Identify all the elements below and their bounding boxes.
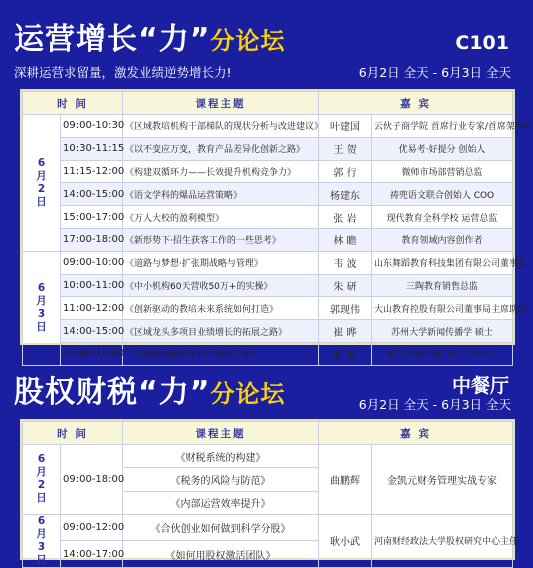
forum2-speaker: 曲鹏辉 xyxy=(319,445,372,515)
forum1-session-time: 10:00-11:00 xyxy=(61,274,123,297)
forum1-day-label: 6 月 2 日 xyxy=(23,115,61,252)
forum1-session-row xyxy=(23,297,513,320)
forum2-speaker: 耿小武 xyxy=(319,514,372,567)
forum1-session-speaker: 张 旭 xyxy=(319,342,372,365)
forum1-session-time: 15:00-17:00 xyxy=(61,206,123,229)
forum1-session-topic: 《万人大校的盈利模型》 xyxy=(123,206,319,229)
forum2-dates: 6月2日 全天 - 6月3日 全天 xyxy=(358,397,511,412)
forum1-session-time: 14:00-15:00 xyxy=(61,183,123,206)
forum1-session-topic: 《构建双循环力——长效提升机构竞争力》 xyxy=(123,160,319,183)
forum1-dates: 6月2日 全天 - 6月3日 全天 xyxy=(358,65,511,80)
forum2-schedule-table xyxy=(20,419,519,566)
forum1-session-speaker-title: 云伙子商学院 首席行业专家/首席架构师 xyxy=(372,115,513,138)
forum1-title-accent: 分论坛 xyxy=(210,27,286,55)
forum1-subtitle: 深耕运营求留量，激发业绩逆势增长力! xyxy=(14,65,232,80)
forum1-session-speaker-title: 苏州大学新闻传播学 硕士 xyxy=(372,320,513,343)
forum1-session-topic: 《培训机构精细化管理落地实操》 xyxy=(123,342,319,365)
forum1-session-speaker: 叶建国 xyxy=(319,115,372,138)
forum2-day-label: 6 月 3 日 xyxy=(23,514,61,567)
forum1-session-topic: 《新形势下·招生获客工作的一些思考》 xyxy=(123,228,319,251)
forum1-session-row xyxy=(23,251,513,274)
forum1-schedule-table xyxy=(20,89,533,362)
forum1-header-speaker: 嘉 宾 xyxy=(319,92,513,115)
forum2-title xyxy=(14,367,285,411)
forum1-session-row xyxy=(23,183,513,206)
forum2-topic: 《合伙创业如何做到科学分股》 xyxy=(123,514,319,541)
forum2-topic: 《内部运营效率提升》 xyxy=(123,491,319,514)
forum1-session-row xyxy=(23,274,513,297)
forum1-session-row xyxy=(23,160,513,183)
forum2-topic: 《财税系统的构建》 xyxy=(123,445,319,468)
forum2-topic: 《如何用股权激活团队》 xyxy=(123,541,319,568)
forum1-session-topic: 《语文学科的爆品运营策略》 xyxy=(123,183,319,206)
forum1-session-row xyxy=(23,206,513,229)
forum1-session-topic: 《区域龙头多项目业绩增长的拓展之路》 xyxy=(123,320,319,343)
forum1-session-speaker: 崔 晔 xyxy=(319,320,372,343)
forum1-session-speaker-title: 校宝在线河南分公司合伙人 xyxy=(372,342,513,365)
forum1-session-row xyxy=(23,228,513,251)
forum2-time: 14:00-17:00 xyxy=(61,541,123,568)
forum1-session-topic: 《道路与梦想·扩张期战略与管理》 xyxy=(123,251,319,274)
forum1-session-row xyxy=(23,115,513,138)
forum1-session-time: 09:00-10:30 xyxy=(61,115,123,138)
forum1-session-topic: 《以不变应万变，教育产品差异化创新之路》 xyxy=(123,137,319,160)
forum1-session-speaker: 郭现伟 xyxy=(319,297,372,320)
forum1-session-speaker: 林 瞻 xyxy=(319,228,372,251)
forum1-session-speaker-title: 微师市场部营销总监 xyxy=(372,160,513,183)
forum1-session-time: 10:30-11:15 xyxy=(61,137,123,160)
forum1-session-speaker-title: 现代教育全科学校 运营总监 xyxy=(372,206,513,229)
forum1-title xyxy=(14,14,285,58)
forum1-session-speaker: 王 贺 xyxy=(319,137,372,160)
forum1-session-speaker: 朱 研 xyxy=(319,274,372,297)
forum2-speaker-title: 河南财经政法大学股权研究中心主任 xyxy=(372,514,513,567)
forum1-session-row xyxy=(23,137,513,160)
forum1-session-speaker-title: 三陶教育销售总监 xyxy=(372,274,513,297)
forum1-session-speaker: 张 岩 xyxy=(319,206,372,229)
forum2-room: 中餐厅 xyxy=(451,375,509,397)
forum1-session-time: 14:00-15:00 xyxy=(61,320,123,343)
forum1-session-speaker: 郭 行 xyxy=(319,160,372,183)
forum1-day-label: 6 月 3 日 xyxy=(23,251,61,365)
forum2-time: 09:00-12:00 xyxy=(61,514,123,541)
forum1-session-speaker-title: 山东舞蹈教育科技集团有限公司董事长 xyxy=(372,251,513,274)
forum1-session-row xyxy=(23,342,513,365)
forum2-header-time: 时 间 xyxy=(23,422,123,445)
forum1-room: C101 xyxy=(455,32,509,54)
forum1-session-speaker-title: 大山教育控股有限公司董事局主席助理 xyxy=(372,297,513,320)
forum1-session-topic: 《中小机构60天营收50万+的实操》 xyxy=(123,274,319,297)
forum1-session-speaker: 杨建东 xyxy=(319,183,372,206)
forum1-session-speaker-title: 祷兜语文联合创始人 COO xyxy=(372,183,513,206)
forum2-day-label: 6 月 2 日 xyxy=(23,445,61,515)
forum1-session-time: 17:00-18:00 xyxy=(61,228,123,251)
forum1-session-row xyxy=(23,320,513,343)
forum1-session-speaker-title: 教育领域内容创作者 xyxy=(372,228,513,251)
forum2-title-main: 股权财税“力” xyxy=(14,375,211,410)
forum1-session-speaker: 韦 波 xyxy=(319,251,372,274)
forum1-header-time: 时 间 xyxy=(23,92,123,115)
forum1-session-topic: 《创新驱动的教培未来系统如何打造》 xyxy=(123,297,319,320)
forum2-speaker-title: 金凯元财务管理实战专家 xyxy=(372,445,513,515)
forum1-header-topic: 课程主题 xyxy=(123,92,319,115)
forum2-header-topic: 课程主题 xyxy=(123,422,319,445)
forum1-title-main: 运营增长“力” xyxy=(14,22,211,57)
forum2-title-accent: 分论坛 xyxy=(210,380,286,408)
forum2-topic: 《税务的风险与防范》 xyxy=(123,468,319,491)
forum1-session-topic: 《区域教培机构干部梯队的现状分析与改进建议》 xyxy=(123,115,319,138)
forum2-header-speaker: 嘉 宾 xyxy=(319,422,513,445)
forum1-session-time: 11:15-12:00 xyxy=(61,160,123,183)
forum1-session-time: 09:00-10:00 xyxy=(61,251,123,274)
forum2-time: 09:00-18:00 xyxy=(61,445,123,515)
forum1-session-time: 15:00-16:00 xyxy=(61,342,123,365)
forum1-session-time: 11:00-12:00 xyxy=(61,297,123,320)
forum1-session-speaker-title: 优易考·好提分 创始人 xyxy=(372,137,513,160)
